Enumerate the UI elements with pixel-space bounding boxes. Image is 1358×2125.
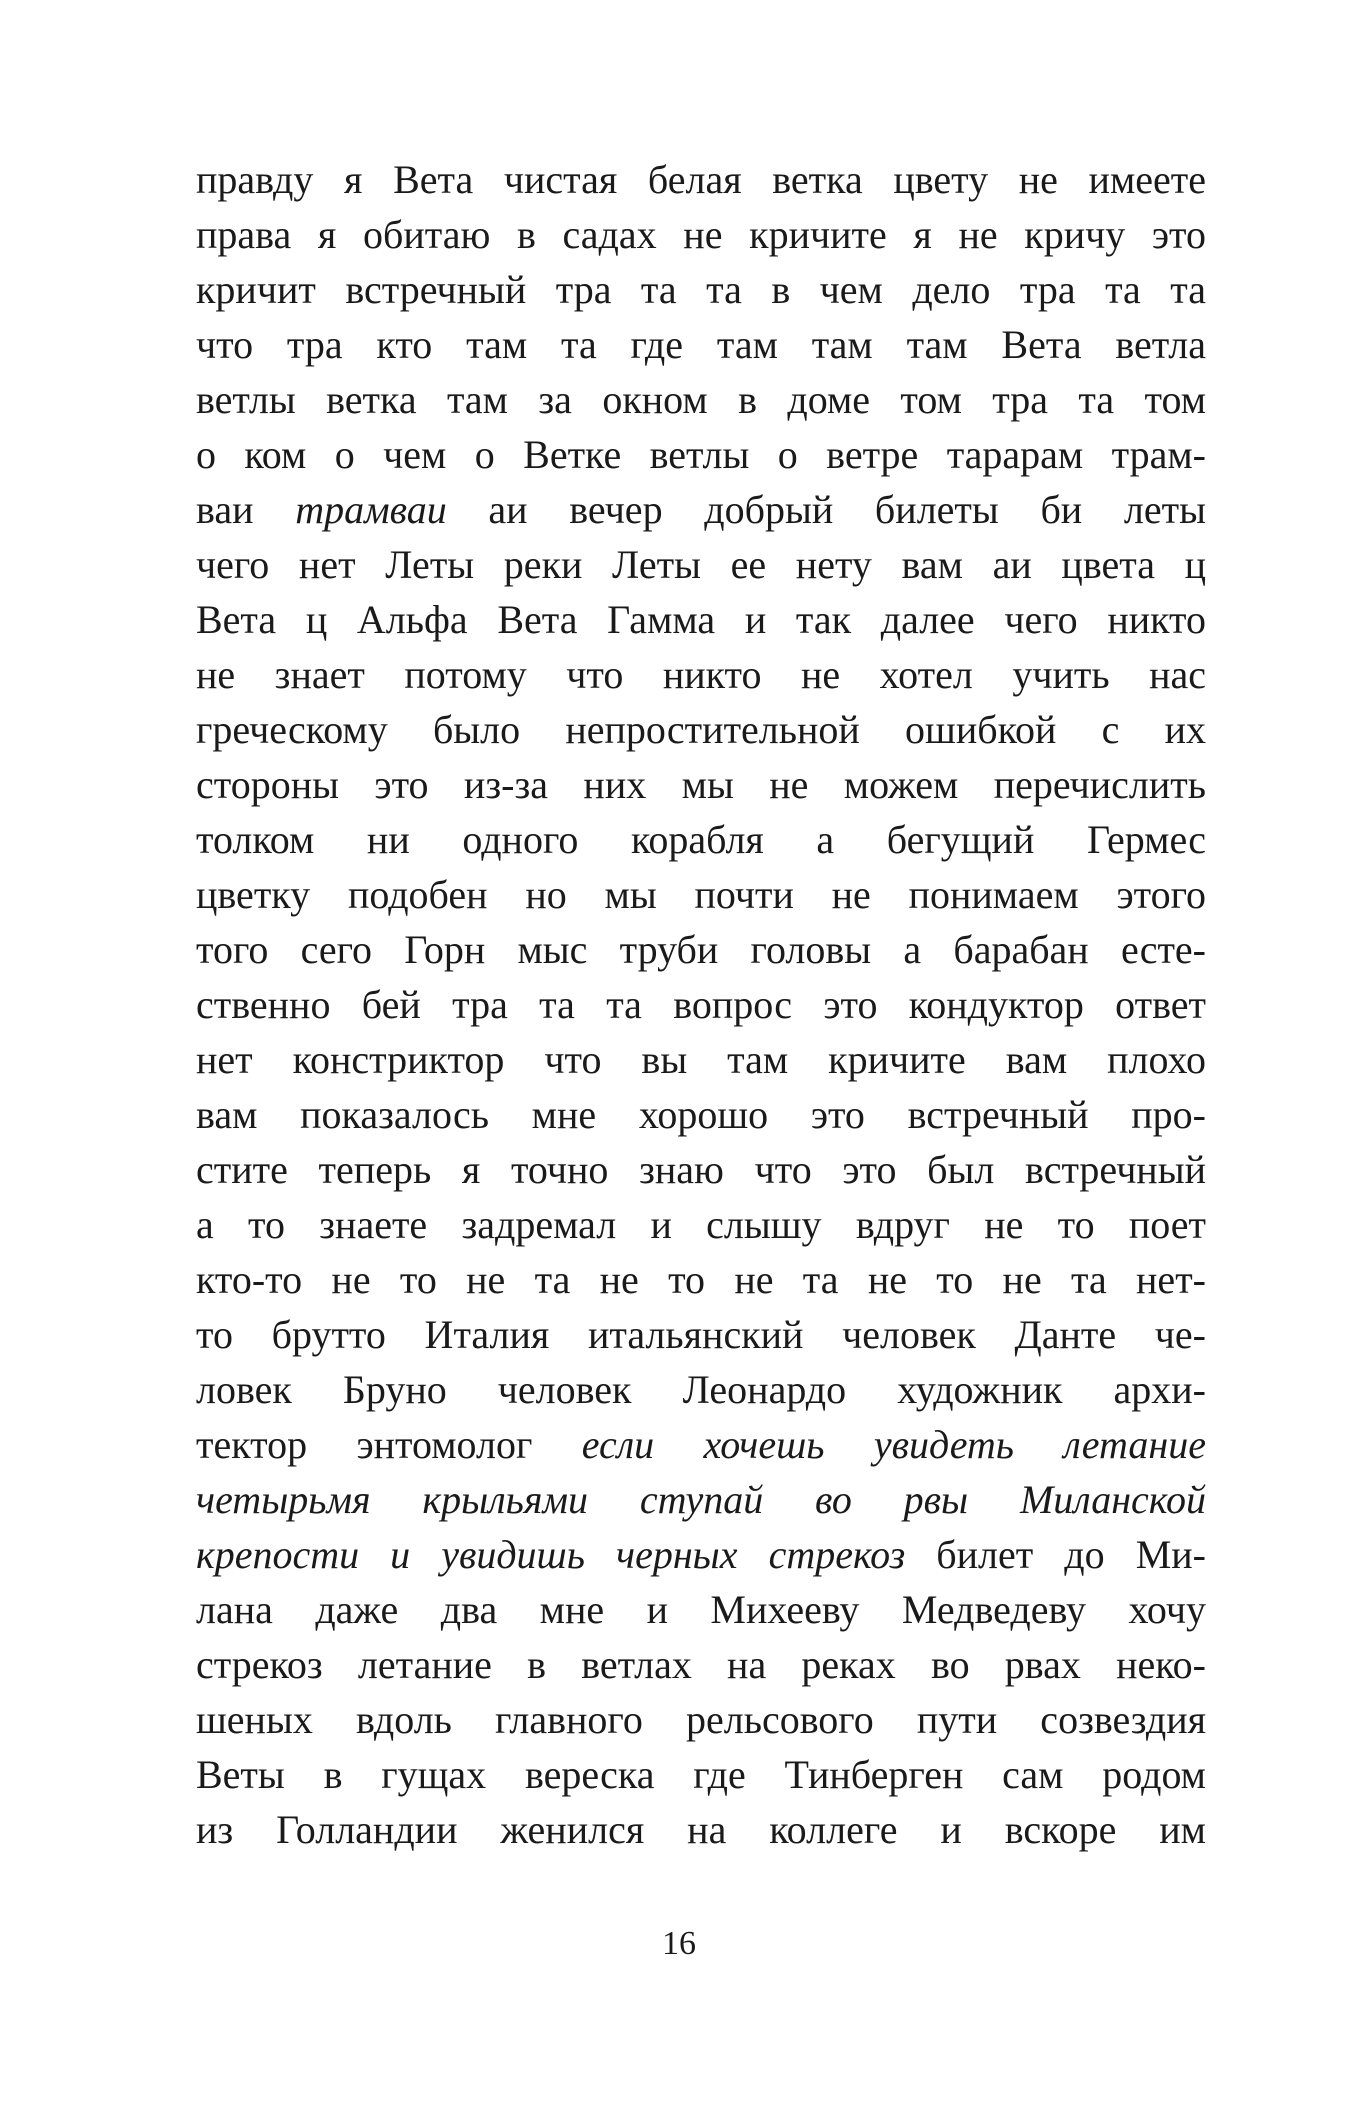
text-line (196, 867, 1206, 922)
text-line (196, 1527, 1206, 1582)
text-line (196, 1252, 1206, 1307)
italic-text-segment: крепости и увидишь черных стрекоз (196, 1532, 906, 1577)
text-line (196, 152, 1206, 207)
text-segment: аи вечер добрый билеты би леты (446, 487, 1206, 532)
page-number: 16 (662, 1925, 696, 1962)
text-line (196, 1417, 1206, 1472)
text-segment: того сего Горн мыс труби головы а барабан есте- (196, 927, 1206, 972)
text-line (196, 592, 1206, 647)
text-line (196, 812, 1206, 867)
text-line (196, 482, 1206, 537)
text-segment: лана даже два мне и Михееву Медведеву хочу (196, 1587, 1206, 1632)
text-line (196, 1362, 1206, 1417)
text-line (196, 262, 1206, 317)
text-segment: шеных вдоль главного рельсового пути созвездия (196, 1697, 1206, 1742)
text-line (196, 1197, 1206, 1252)
text-line (196, 1087, 1206, 1142)
text-line (196, 1307, 1206, 1362)
text-segment: ственно бей тра та та вопрос это кондуктор ответ (196, 982, 1206, 1027)
text-segment: то брутто Италия итальянский человек Данте че- (196, 1312, 1206, 1357)
text-line (196, 977, 1206, 1032)
text-line (196, 647, 1206, 702)
italic-text-segment: четырьмя крыльями ступай во рвы Миланской (196, 1477, 1206, 1522)
text-segment: Веты в гущах вереска где Тинберген сам родом (196, 1752, 1206, 1797)
text-segment: не знает потому что никто не хотел учить нас (196, 652, 1206, 697)
text-segment: ветлы ветка там за окном в доме том тра та том (196, 377, 1206, 422)
text-segment: стите теперь я точно знаю что это был встречный (196, 1147, 1206, 1192)
text-segment: о ком о чем о Ветке ветлы о ветре тарарам трам- (196, 432, 1206, 477)
text-line (196, 372, 1206, 427)
text-line (196, 1032, 1206, 1087)
text-segment: вам показалось мне хорошо это встречный про- (196, 1092, 1206, 1137)
text-segment: правду я Вета чистая белая ветка цвету не имеете (196, 157, 1206, 202)
text-segment: ловек Бруно человек Леонардо художник архи- (196, 1367, 1206, 1412)
italic-text-segment: если хочешь увидеть летание (581, 1422, 1206, 1467)
text-line (196, 1637, 1206, 1692)
text-segment: а то знаете задремал и слышу вдруг не то поет (196, 1202, 1206, 1247)
text-segment: нет констриктор что вы там кричите вам плохо (196, 1037, 1206, 1082)
text-line (196, 1472, 1206, 1527)
body-text (196, 152, 1206, 1857)
text-segment: ваи (196, 487, 296, 532)
text-segment: греческому было непростительной ошибкой с их (196, 707, 1206, 752)
italic-text-segment: трамваи (295, 487, 447, 532)
text-line (196, 1692, 1206, 1747)
text-line (196, 1142, 1206, 1197)
text-segment: чего нет Леты реки Леты ее нету вам аи цвета ц (196, 542, 1206, 587)
text-segment: толком ни одного корабля а бегущий Гермес (196, 817, 1206, 862)
text-segment: стрекоз летание в ветлах на реках во рвах неко- (196, 1642, 1206, 1687)
text-segment: из Голландии женился на коллеге и вскоре им (196, 1807, 1206, 1852)
text-line (196, 537, 1206, 592)
text-segment: права я обитаю в садах не кричите я не кричу это (196, 212, 1206, 257)
text-line (196, 427, 1206, 482)
text-segment: кричит встречный тра та та в чем дело тра та та (196, 267, 1206, 312)
text-line (196, 207, 1206, 262)
text-line (196, 1747, 1206, 1802)
text-line (196, 1582, 1206, 1637)
text-segment: стороны это из-за них мы не можем перечислить (196, 762, 1206, 807)
text-line (196, 702, 1206, 757)
text-segment: билет до Ми- (905, 1532, 1206, 1577)
text-segment: тектор энтомолог (196, 1422, 582, 1467)
text-segment: что тра кто там та где там там там Вета ветла (196, 322, 1206, 367)
text-line (196, 317, 1206, 372)
text-line (196, 1802, 1206, 1857)
text-segment: кто-то не то не та не то не та не то не та нет- (196, 1257, 1206, 1302)
text-line (196, 757, 1206, 812)
text-segment: Вета ц Альфа Вета Гамма и так далее чего никто (196, 597, 1206, 642)
text-segment: цветку подобен но мы почти не понимаем этого (196, 872, 1206, 917)
text-line (196, 922, 1206, 977)
